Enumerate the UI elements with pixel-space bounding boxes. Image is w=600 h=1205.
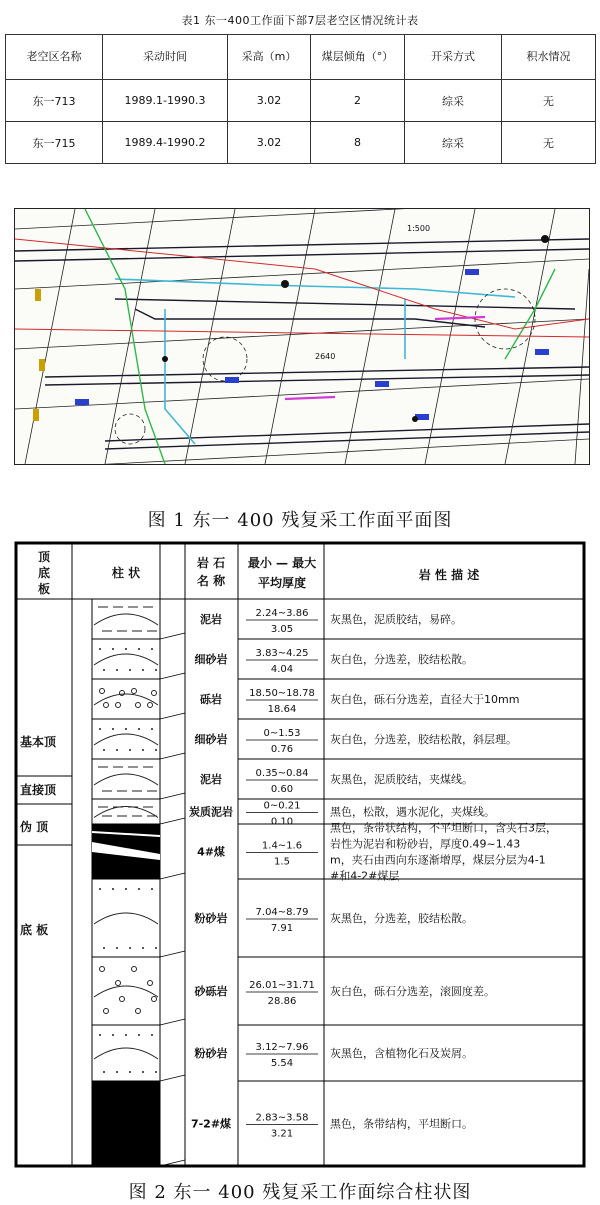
table-header-row <box>6 35 596 80</box>
layer-thickness-range: 0~1.53 <box>263 728 301 739</box>
layer-description: 黑色，松散，遇水泥化，夹煤线。 <box>330 805 495 819</box>
table-row <box>6 122 596 164</box>
layer-thickness-avg: 4.04 <box>270 664 294 675</box>
layer-name: 泥岩 <box>200 613 222 626</box>
layer-name: 粉砂岩 <box>194 912 228 925</box>
header-col2: 柱 状 <box>111 566 141 580</box>
lithology-pattern <box>94 807 158 818</box>
side-label-floor: 底 板 <box>20 923 49 937</box>
layer-thickness-avg: 5.54 <box>270 1058 294 1069</box>
figure2-caption: 图 2 东一 400 残复采工作面综合柱状图 <box>128 1182 472 1203</box>
layer-row <box>92 821 584 883</box>
cell-dip-angle: 8 <box>311 122 405 164</box>
cell-goaf-name: 东一715 <box>6 122 103 164</box>
layer-thickness-avg: 18.64 <box>267 704 297 715</box>
column-header <box>38 549 479 596</box>
layer-row <box>92 967 584 1026</box>
layer-description: 灰白色，分选差，胶结松散。 <box>330 653 473 666</box>
lithology-pattern <box>94 648 158 671</box>
layer-row <box>92 728 584 759</box>
cell-mining-method: 综采 <box>405 122 502 164</box>
layer-row <box>92 767 584 799</box>
layer-thickness-range: 0~0.21 <box>263 800 301 812</box>
cell-water-status: 无 <box>502 122 596 164</box>
lithology-pattern <box>94 888 158 949</box>
side-label-false-roof: 伪 顶 <box>20 820 49 834</box>
cell-goaf-name: 东一713 <box>6 80 103 122</box>
layer-thickness-range: 18.50~18.78 <box>249 688 315 699</box>
layer-thickness-range: 0.35~0.84 <box>255 768 309 779</box>
layer-description: 灰白色，分选差，胶结松散，斜层理。 <box>330 733 517 746</box>
layer-name: 细砂岩 <box>194 653 228 666</box>
header-col4-bottom: 平均厚度 <box>257 576 307 590</box>
header-mining-method: 开采方式 <box>405 35 502 80</box>
layer-description: 黑色，条带状结构，不平坦断口，含夹石3层，岩性为泥岩和粉砂岩，厚度0.49~1.43 m，夹石由西向东逐渐增厚，煤层分层为4-1 #和4-2#煤层 <box>330 821 557 883</box>
layer-description: 黑色，条带结构，平坦断口。 <box>330 1117 473 1131</box>
side-labels <box>19 734 57 937</box>
layer-row <box>92 888 584 957</box>
header-water-status: 积水情况 <box>502 35 596 80</box>
map-elevation-label: 2640 <box>315 352 336 361</box>
working-face-plan-map <box>14 208 590 465</box>
layer-thickness-avg: 28.86 <box>267 996 297 1007</box>
layer-thickness-range: 26.01~31.71 <box>249 980 315 991</box>
layer-thickness-range: 1.4~1.6 <box>261 840 303 852</box>
cell-mining-height: 3.02 <box>228 122 311 164</box>
header-col5: 岩 性 描 述 <box>418 568 480 582</box>
header-col4-top: 最小 — 最大 <box>247 556 317 570</box>
map-scale-label: 1:500 <box>407 224 431 233</box>
layer-name: 7-2#煤 <box>190 1117 232 1131</box>
layer-thickness-range: 3.12~7.96 <box>255 1042 309 1053</box>
lithology-pattern <box>94 689 158 708</box>
lithology-pattern <box>94 767 158 791</box>
layer-description: 灰黑色，泥质胶结，易碎。 <box>330 613 462 626</box>
layer-thickness-avg: 3.21 <box>270 1128 294 1140</box>
layer-row <box>92 1034 584 1081</box>
yellow-markers <box>33 289 45 421</box>
layer-thickness-avg: 0.76 <box>270 744 294 755</box>
cell-dip-angle: 2 <box>311 80 405 122</box>
layer-thickness-avg: 3.05 <box>270 624 294 635</box>
header-col1-line1: 顶 <box>37 550 51 564</box>
lithology-pattern <box>94 967 158 1014</box>
layer-thickness-avg: 0.60 <box>270 784 294 795</box>
lithology-pattern <box>94 607 158 631</box>
header-goaf-name: 老空区名称 <box>6 35 103 80</box>
layer-name: 细砂岩 <box>194 733 228 746</box>
layer-description: 灰白色，砾石分选差，直径大于10mm <box>330 693 520 706</box>
figure1-caption: 图 1 东一 400 残复采工作面平面图 <box>147 510 453 531</box>
layer-description: 灰黑色，泥质胶结，夹煤线。 <box>330 773 473 786</box>
header-mining-time: 采动时间 <box>103 35 228 80</box>
cell-mining-method: 综采 <box>405 80 502 122</box>
layer-thickness-avg: 1.5 <box>274 856 290 868</box>
layer-description: 灰白色，砾石分选差，滚圆度差。 <box>330 985 495 998</box>
dashed-circles <box>115 289 535 444</box>
layer-name: 粉砂岩 <box>194 1047 228 1060</box>
cell-mining-time: 1989.1-1990.3 <box>103 80 228 122</box>
layer-row <box>92 688 584 719</box>
header-dip-angle: 煤层倾角（°） <box>311 35 405 80</box>
cell-water-status: 无 <box>502 80 596 122</box>
coal-pattern <box>92 1081 160 1166</box>
header-mining-height: 采高（m） <box>228 35 311 80</box>
table1-title: 表1 东一400工作面下部7层老空区情况统计表 <box>181 14 419 27</box>
header-col3-line2: 名 称 <box>196 574 226 588</box>
cell-mining-time: 1989.4-1990.2 <box>103 122 228 164</box>
layer-thickness-avg: 7.91 <box>270 923 294 934</box>
header-col3-line1: 岩 石 <box>196 556 226 570</box>
layer-row <box>92 648 584 679</box>
stratigraphic-column <box>14 541 586 1168</box>
header-col1-line2: 底 <box>37 566 51 580</box>
red-lines <box>15 239 589 337</box>
layer-name: 砾岩 <box>200 693 222 706</box>
goaf-statistics-table <box>5 34 596 164</box>
layer-row <box>92 1081 584 1166</box>
layer-name: 砂砾岩 <box>194 985 228 998</box>
black-symbols <box>162 235 549 422</box>
layer-row <box>92 607 584 639</box>
layer-name: 泥岩 <box>200 773 222 786</box>
side-label-main-roof: 基本顶 <box>20 735 57 749</box>
table-row <box>6 80 596 122</box>
header-col1-line3: 板 <box>37 582 51 596</box>
layer-name: 炭质泥岩 <box>189 805 233 819</box>
layer-name: 4#煤 <box>197 845 225 859</box>
side-label-immediate-roof: 直接顶 <box>20 783 57 797</box>
layer-thickness-range: 2.24~3.86 <box>255 608 309 619</box>
layer-description: 灰黑色，分选差，胶结松散。 <box>330 912 473 925</box>
layer-thickness-range: 3.83~4.25 <box>255 648 309 659</box>
green-roadway <box>85 209 555 464</box>
layer-thickness-range: 2.83~3.58 <box>255 1112 309 1124</box>
layer-thickness-avg: 0.10 <box>270 816 294 828</box>
layer-thickness-range: 7.04~8.79 <box>255 907 309 918</box>
lithology-pattern <box>94 728 158 751</box>
lithology-pattern <box>94 1034 158 1073</box>
roadway-lines <box>15 239 589 449</box>
cell-mining-height: 3.02 <box>228 80 311 122</box>
layer-description: 灰黑色，含植物化石及炭屑。 <box>330 1047 473 1060</box>
